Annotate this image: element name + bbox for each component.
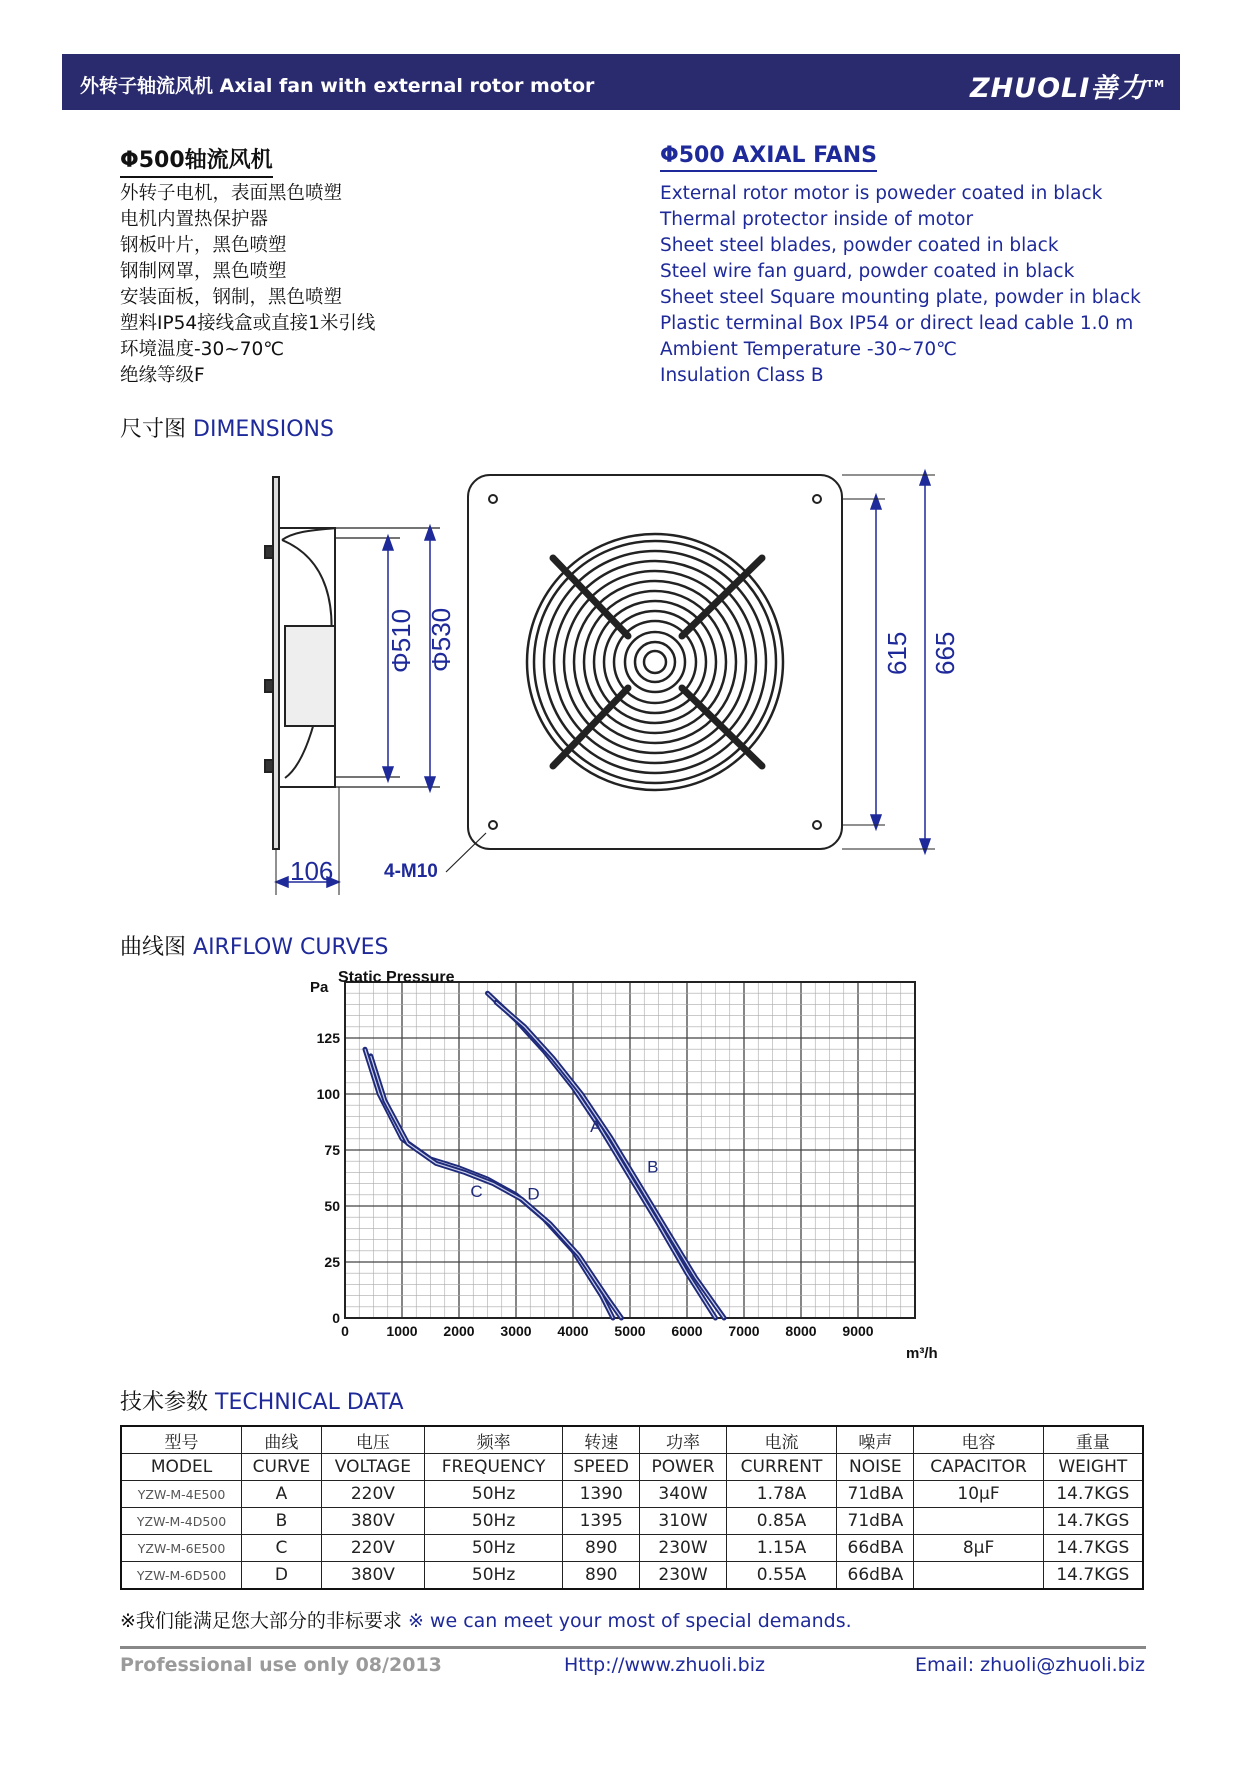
header-title: 外转子轴流风机 Axial fan with external rotor motor [80, 75, 595, 97]
table-cell: 14.7KGS [1043, 1481, 1143, 1508]
chart-xlabel: m³/h [906, 1345, 938, 1360]
table-header-en [121, 1454, 1143, 1481]
table-cell: FREQUENCY [425, 1454, 563, 1481]
table-cell: 电压 [321, 1426, 424, 1454]
y-tick-label: 75 [324, 1142, 340, 1158]
y-tick-label: 0 [332, 1310, 340, 1326]
table-cell: 50Hz [425, 1508, 563, 1535]
chart-grid [345, 982, 915, 1318]
table-cell: 66dBA [837, 1562, 914, 1590]
table-cell: 噪声 [837, 1426, 914, 1454]
footer-email-link[interactable]: Email: zhuoli@zhuoli.biz [915, 1654, 1145, 1676]
table-cell: 1.78A [726, 1481, 836, 1508]
list-item: 钢制网罩，黑色喷塑 [120, 261, 287, 282]
x-tick-label: 2000 [443, 1323, 475, 1339]
table-cell: 380V [321, 1562, 424, 1590]
dim-h2-label: 665 [930, 631, 960, 675]
table-cell: 1395 [563, 1508, 640, 1535]
table-cell: 电容 [914, 1426, 1043, 1454]
airflow-chart [300, 960, 960, 1360]
tech-heading-en: TECHNICAL DATA [215, 1390, 404, 1415]
table-cell: 71dBA [837, 1481, 914, 1508]
table-cell: MODEL [121, 1454, 242, 1481]
table-cell: NOISE [837, 1454, 914, 1481]
table-cell: 50Hz [425, 1481, 563, 1508]
x-tick-label: 7000 [728, 1323, 760, 1339]
table-cell: 14.7KGS [1043, 1535, 1143, 1562]
list-item: Thermal protector inside of motor [660, 209, 974, 230]
table-cell: YZW-M-6E500 [121, 1535, 242, 1562]
leader-line [446, 833, 486, 872]
table-cell: 380V [321, 1508, 424, 1535]
table-cell: 66dBA [837, 1535, 914, 1562]
table-cell: 曲线 [242, 1426, 322, 1454]
cn-section-title: Φ500轴流风机 [120, 143, 273, 178]
dim-bolts-label: 4-M10 [384, 861, 438, 882]
tech-heading-cn: 技术参数 [120, 1390, 209, 1415]
table-cell: A [242, 1481, 322, 1508]
dimensions-heading-en: DIMENSIONS [193, 417, 334, 442]
dimensions-heading-cn: 尺寸图 [120, 417, 187, 442]
table-cell: 频率 [425, 1426, 563, 1454]
table-cell: D [242, 1562, 322, 1590]
list-item: Insulation Class B [660, 365, 824, 386]
table-cell: 10μF [914, 1481, 1043, 1508]
x-tick-label: 6000 [671, 1323, 703, 1339]
table-cell: 890 [563, 1535, 640, 1562]
curves-heading [120, 930, 389, 961]
curve-label-A: A [590, 1117, 602, 1137]
table-cell: 220V [321, 1481, 424, 1508]
table-row [121, 1508, 1143, 1535]
table-cell: CURVE [242, 1454, 322, 1481]
table-cell: 220V [321, 1535, 424, 1562]
table-cell: 0.55A [726, 1562, 836, 1590]
y-tick-label: 100 [316, 1086, 340, 1102]
list-item: 塑料IP54接线盒或直接1米引线 [120, 313, 376, 334]
table-row [121, 1481, 1143, 1508]
table-cell: 71dBA [837, 1508, 914, 1535]
table-cell: 转速 [563, 1426, 640, 1454]
table-cell: 230W [640, 1535, 727, 1562]
x-tick-label: 4000 [557, 1323, 589, 1339]
list-item: 电机内置热保护器 [120, 209, 269, 230]
dim-d2-label: Φ530 [426, 607, 456, 672]
table-cell: VOLTAGE [321, 1454, 424, 1481]
x-tick-label: 1000 [386, 1323, 418, 1339]
chart-ylabel: Pa [310, 979, 329, 996]
table-cell: 8μF [914, 1535, 1043, 1562]
footer-date: Professional use only 08/2013 [120, 1654, 442, 1676]
en-section-title: Φ500 AXIAL FANS [660, 143, 877, 172]
table-cell: 310W [640, 1508, 727, 1535]
table-cell: 0.85A [726, 1508, 836, 1535]
chart-title: Static Pressure [338, 969, 455, 986]
table-cell: C [242, 1535, 322, 1562]
table-cell: 230W [640, 1562, 727, 1590]
curve-label-D: D [527, 1184, 540, 1204]
list-item: 钢板叶片，黑色喷塑 [120, 235, 287, 256]
list-item: Ambient Temperature -30~70℃ [660, 339, 957, 360]
list-item: Sheet steel blades, powder coated in black [660, 235, 1059, 256]
dimension-arrows [276, 471, 930, 895]
dim-depth-label: 106 [290, 856, 334, 886]
front-view [468, 475, 935, 849]
dim-h1-label: 615 [882, 631, 912, 675]
table-cell: POWER [640, 1454, 727, 1481]
brand-name: ZHUOLI善力 [970, 73, 1147, 104]
dim-d1-label: Φ510 [386, 608, 416, 673]
tech-data-table [120, 1425, 1144, 1590]
table-cell: 50Hz [425, 1535, 563, 1562]
table-cell [914, 1508, 1043, 1535]
table-cell: CURRENT [726, 1454, 836, 1481]
table-cell: YZW-M-4D500 [121, 1508, 242, 1535]
curve-label-C: C [470, 1182, 483, 1202]
list-item: Sheet steel Square mounting plate, powder in black [660, 287, 1141, 308]
table-cell: B [242, 1508, 322, 1535]
table-header-cn [121, 1426, 1143, 1454]
table-cell: 1.15A [726, 1535, 836, 1562]
x-tick-label: 9000 [842, 1323, 874, 1339]
table-cell: 340W [640, 1481, 727, 1508]
x-tick-label: 8000 [785, 1323, 817, 1339]
table-cell: 890 [563, 1562, 640, 1590]
list-item: Plastic terminal Box IP54 or direct lead cable 1.0 m [660, 313, 1134, 334]
x-tick-label: 0 [341, 1323, 349, 1339]
table-cell: YZW-M-4E500 [121, 1481, 242, 1508]
list-item: 绝缘等级F [120, 365, 205, 386]
curve-label-B: B [647, 1157, 659, 1177]
x-tick-label: 3000 [500, 1323, 532, 1339]
table-cell: 型号 [121, 1426, 242, 1454]
note-en: ※ we can meet your most of special demands. [407, 1610, 852, 1632]
special-demands-note [120, 1606, 852, 1633]
curves-heading-cn: 曲线图 [120, 935, 187, 960]
list-item: Steel wire fan guard, powder coated in black [660, 261, 1075, 282]
table-cell: SPEED [563, 1454, 640, 1481]
table-cell: YZW-M-6D500 [121, 1562, 242, 1590]
table-cell: 重量 [1043, 1426, 1143, 1454]
footer-divider [120, 1646, 1146, 1649]
list-item: 外转子电机，表面黑色喷塑 [120, 183, 343, 204]
trademark: TM [1146, 79, 1166, 90]
table-cell: 功率 [640, 1426, 727, 1454]
tech-heading [120, 1385, 404, 1416]
table-cell: 50Hz [425, 1562, 563, 1590]
y-tick-label: 50 [324, 1198, 340, 1214]
list-item: 安装面板，钢制，黑色喷塑 [120, 287, 343, 308]
table-cell: WEIGHT [1043, 1454, 1143, 1481]
table-cell: 电流 [726, 1426, 836, 1454]
table-cell: CAPACITOR [914, 1454, 1043, 1481]
table-row [121, 1562, 1143, 1590]
table-cell: 14.7KGS [1043, 1562, 1143, 1590]
y-tick-label: 25 [324, 1254, 340, 1270]
footer-website-link[interactable]: Http://www.zhuoli.biz [564, 1654, 765, 1676]
table-cell [914, 1562, 1043, 1590]
table-row [121, 1535, 1143, 1562]
list-item: External rotor motor is poweder coated in black [660, 183, 1103, 204]
list-item: 环境温度-30~70℃ [120, 339, 285, 360]
table-cell: 14.7KGS [1043, 1508, 1143, 1535]
note-cn: ※我们能满足您大部分的非标要求 [120, 1610, 402, 1632]
y-tick-label: 125 [316, 1030, 340, 1046]
curves-heading-en: AIRFLOW CURVES [193, 935, 389, 960]
x-tick-label: 5000 [614, 1323, 646, 1339]
table-cell: 1390 [563, 1481, 640, 1508]
